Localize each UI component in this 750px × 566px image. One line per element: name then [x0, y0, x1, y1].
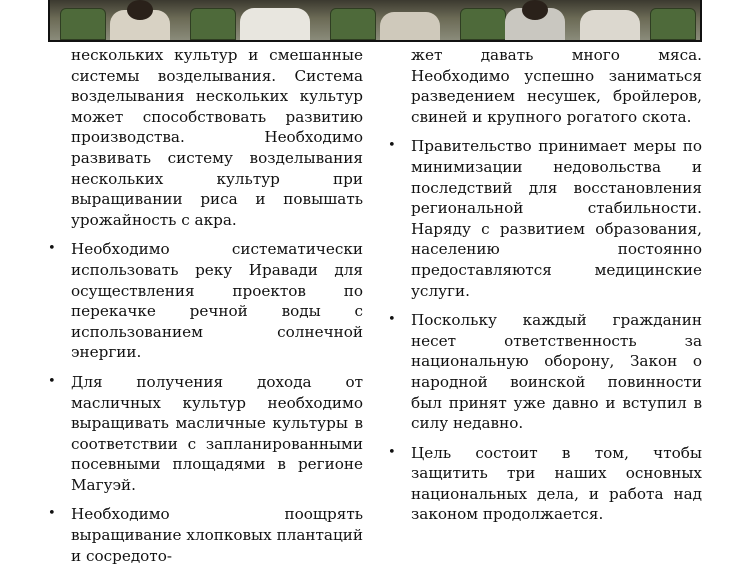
list-item: • Необходимо систематически использовать реку Иравади для осуществления проектов по перекачке речной воды с использованием солнечной энергии. [48, 240, 363, 362]
list-item: • Поскольку каждый гражданин несет ответственность за национальную оборону, Закон о народной воинской повинности был принят уже давно и вступил в силу недавно. [388, 311, 702, 433]
bullet-icon: • [388, 138, 396, 154]
list-item: • Цель состоит в том, чтобы защитить три наших основных национальных дела, и работа над законом продолжается. [388, 443, 702, 524]
bullet-icon: • [388, 312, 396, 328]
right-column [388, 45, 702, 525]
bullet-icon: • [48, 506, 56, 522]
bullet-icon: • [48, 241, 56, 257]
list-item: • Необходимо поощрять выращивание хлопковых плантаций и сосредото- [48, 505, 363, 565]
bullet-icon: • [48, 373, 56, 389]
left-bullet-list [48, 239, 363, 566]
bullet-icon: • [388, 444, 396, 460]
left-column [48, 45, 363, 566]
audience-photo [48, 0, 702, 42]
right-continuation-text: жет давать много мяса. Необходимо успешно заниматься разведением несушек, бройлеров, свиней и крупного рогатого скота. [411, 46, 702, 126]
list-item: • Правительство принимает меры по минимизации недовольства и последствий для восстановления региональной стабильности. Наряду с развитием образования, населению постоянно предоставляются медицинские услуги. [388, 137, 702, 300]
right-bullet-list [388, 136, 702, 525]
list-item: • Для получения дохода от масличных культур необходимо выращивать масличные культуры в соответствии с запланированными посевными площадями в регионе Магуэй. [48, 372, 363, 494]
left-continuation-text: нескольких культур и смешанные системы возделывания. Система возделывания нескольких культур может способствовать развитию производства. Необходимо развивать систему возделывания нескольких культур при выращивании риса и повышать урожайность с акра. [71, 46, 363, 229]
